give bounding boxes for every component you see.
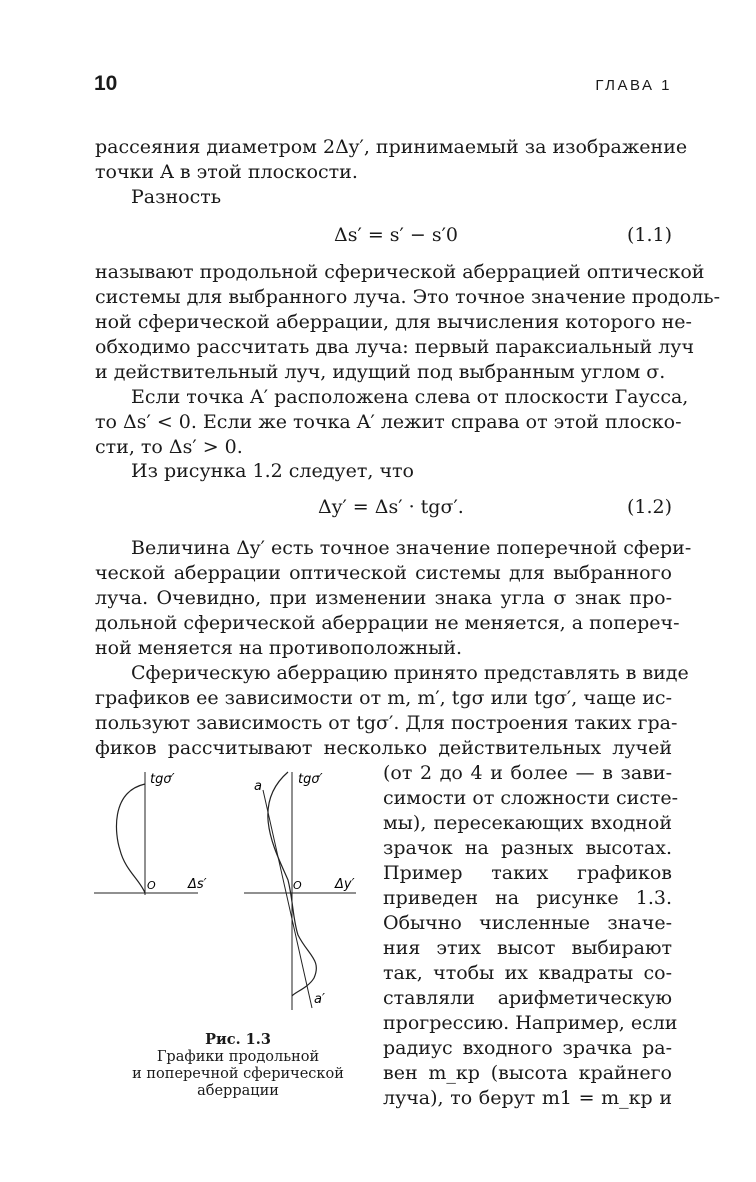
equation-1-1-number: (1.1)	[626, 224, 672, 246]
text-line: точки A в этой плоскости.	[95, 161, 358, 183]
figure-caption-line: и поперечной сферической	[132, 1066, 344, 1082]
right-origin-label: O	[293, 879, 302, 892]
column-text-line: приведен на рисунке 1.3.	[383, 887, 672, 909]
figure-caption-line: Графики продольной	[156, 1049, 320, 1065]
text-line: пользуют зависимость от tgσ′. Для построения таких гра-	[95, 712, 678, 734]
figure-aberration-graphs	[90, 760, 380, 1030]
page-number: 10	[94, 72, 118, 95]
column-text-line: (от 2 до 4 и более — в зави-	[383, 762, 672, 784]
longitudinal-aberration-graph	[94, 772, 207, 895]
text-line: называют продольной сферической аберрацией оптической	[95, 261, 705, 283]
column-text-line: зрачок на разных высотах.	[383, 837, 672, 859]
text-line: Если точка A′ расположена слева от плоскости Гаусса,	[131, 386, 689, 408]
figure-caption-line: аберрации	[197, 1083, 279, 1099]
column-text-line: мы), пересекающих входной	[383, 812, 672, 834]
line-label-a-prime: a′	[314, 992, 325, 1007]
line-label-a: a	[254, 779, 262, 794]
text-line: и действительный луч, идущий под выбранным углом σ.	[95, 361, 666, 383]
right-x-label: Δy′	[335, 877, 355, 892]
text-line: сти, то Δs′ > 0.	[95, 436, 243, 458]
column-text-line: прогрессию. Например, если	[383, 1012, 678, 1034]
text-line: фиков рассчитывают несколько действительных лучей	[95, 737, 672, 759]
column-text-line: вен m_кр (высота крайнего	[383, 1062, 672, 1084]
left-y-label: tgσ′	[150, 772, 175, 787]
line-a-a-prime	[263, 790, 312, 1008]
column-text-line: ставляли арифметическую	[383, 987, 672, 1009]
text-line: ной сферической аберрации, для вычисления которого не-	[95, 311, 692, 333]
text-line: Сферическую аберрацию принято представлять в виде	[131, 662, 689, 684]
text-line: обходимо рассчитать два луча: первый параксиальный луч	[95, 336, 695, 358]
text-line: то Δs′ < 0. Если же точка A′ лежит справа от этой плоско-	[95, 411, 682, 433]
text-line: ческой аберрации оптической системы для выбранного	[95, 562, 672, 584]
text-line: ной меняется на противоположный.	[95, 637, 463, 659]
right-y-label: tgσ′	[298, 772, 323, 787]
text-line: системы для выбранного луча. Это точное значение продоль-	[95, 286, 721, 308]
column-text-line: Обычно численные значе-	[383, 912, 672, 934]
text-line: луча. Очевидно, при изменении знака угла σ знак про-	[95, 587, 672, 609]
figure-caption	[95, 1031, 381, 1100]
figure-caption-title: Рис. 1.3	[205, 1031, 271, 1048]
equation-1-2: Δy′ = Δs′ · tgσ′.	[318, 496, 464, 518]
transverse-aberration-graph	[244, 772, 356, 1010]
equation-1-1: Δs′ = s′ − s′0	[334, 224, 459, 246]
left-aberration-curve	[116, 784, 145, 893]
text-line: Из рисунка 1.2 следует, что	[131, 460, 414, 482]
column-text-line: так, чтобы их квадраты со-	[383, 962, 672, 984]
column-text-line: ния этих высот выбирают	[383, 937, 672, 959]
column-text-line: Пример таких графиков	[383, 862, 672, 884]
text-line: Разность	[131, 186, 222, 208]
chapter-header: ГЛАВА 1	[595, 77, 672, 94]
text-line: дольной сферической аберрации не меняется, а попереч-	[95, 612, 680, 634]
equation-1-2-number: (1.2)	[626, 496, 672, 518]
text-line: графиков ее зависимости от m, m′, tgσ или tgσ′, чаще ис-	[95, 687, 672, 709]
column-text-line: симости от сложности систе-	[383, 787, 679, 809]
column-text-line: радиус входного зрачка ра-	[383, 1037, 672, 1059]
left-origin-label: O	[147, 879, 156, 892]
left-x-label: Δs′	[188, 877, 207, 892]
text-line: рассеяния диаметром 2Δy′, принимаемый за изображение	[95, 136, 688, 158]
column-text-line: луча), то берут m1 = m_кр и	[383, 1087, 672, 1109]
text-line: Величина Δy′ есть точное значение поперечной сфери-	[131, 537, 692, 559]
